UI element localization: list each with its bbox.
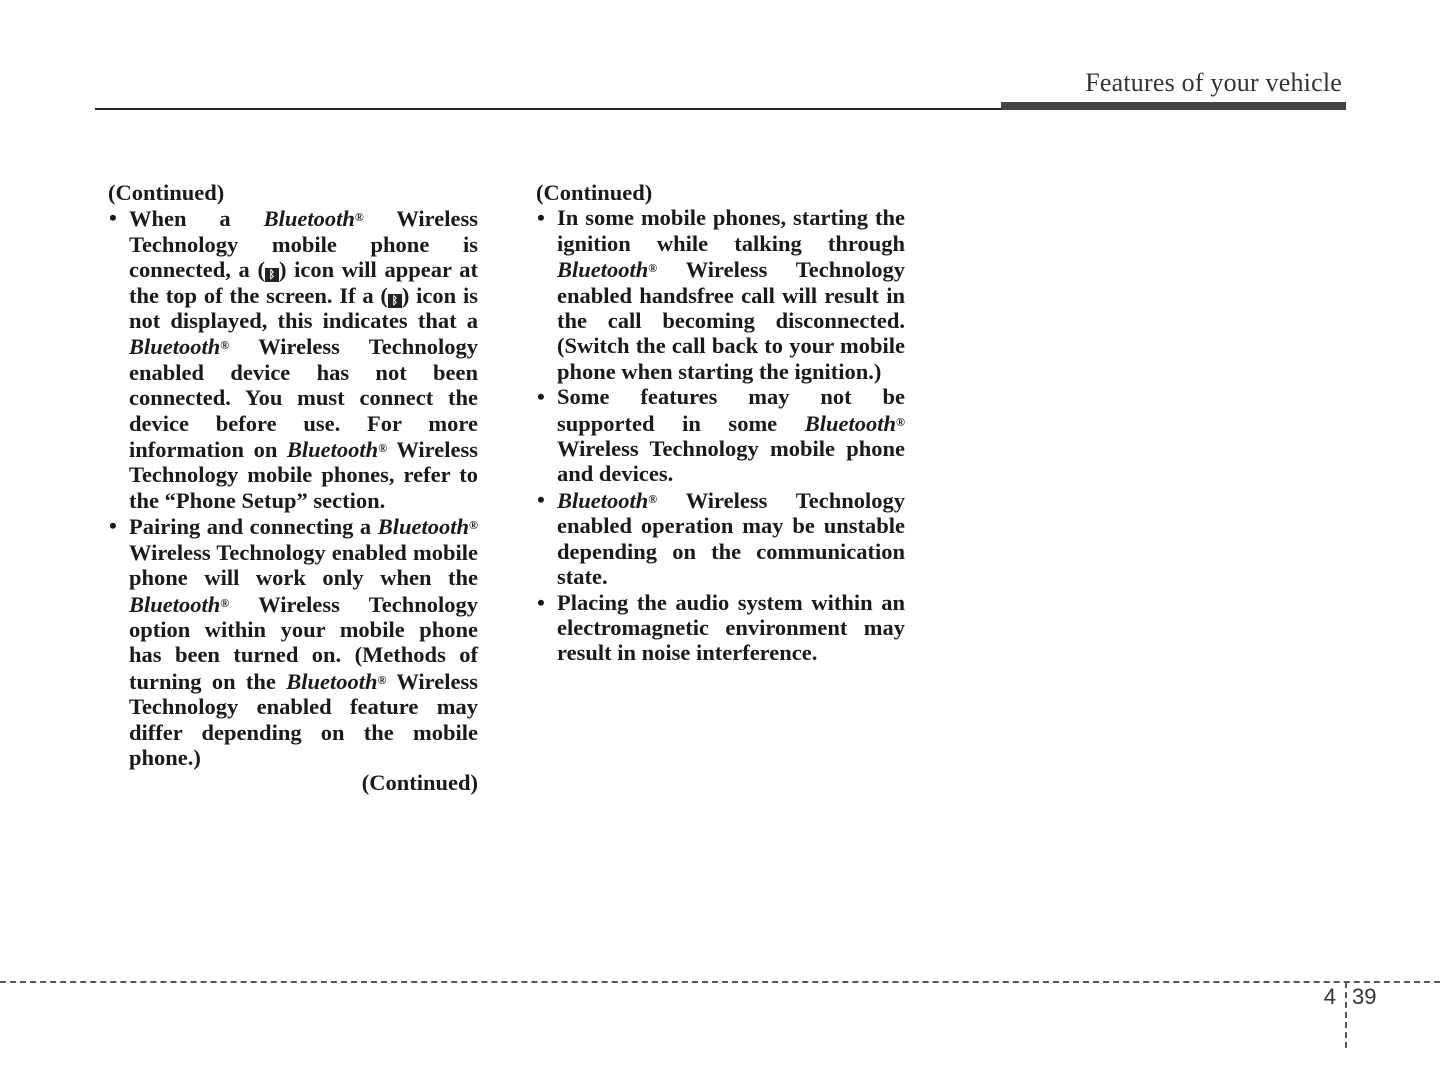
list-item: • When a Bluetooth® Wireless Technology mobile phone is connected, a ( ᛒ ) icon will appear at the top of the screen. If a ( ᛒ ) icon is not displayed, this indicates that a Bluetooth® Wireless Technology enabled device has not been connected. You must connect the device before use. For more information on Bluetooth® Wireless Technology mobile phones, refer to the “Phone Setup” section. bbox=[108, 205, 478, 513]
list-item: • Bluetooth® Wireless Technology enabled operation may be unstable depending on the communication state. bbox=[536, 487, 905, 590]
continued-label-bottom: (Continued) bbox=[361, 770, 478, 796]
footer-page-separator bbox=[1345, 982, 1347, 1048]
right-column bbox=[536, 180, 905, 666]
footer-dashed-rule bbox=[0, 981, 1440, 983]
continued-label-top: (Continued) bbox=[536, 180, 653, 205]
header-accent-bar bbox=[1001, 102, 1346, 110]
list-item: • In some mobile phones, starting the ignition while talking through Bluetooth® Wireless Technology enabled handsfree call will result in the call becoming disconnected. (Switch the call back to your mobile phone when starting the ignition.) bbox=[536, 205, 905, 384]
left-column bbox=[108, 180, 478, 796]
right-bullet-list bbox=[536, 205, 905, 665]
list-item: • Pairing and connecting a Bluetooth® Wireless Technology enabled mobile phone will work only when the Bluetooth® Wireless Technology option within your mobile phone has been turned on. (Methods of turning on the Bluetooth® Wireless Technology enabled feature may differ depending on the mobile phone.) bbox=[108, 513, 478, 770]
page-header-title: Features of your vehicle bbox=[1085, 68, 1342, 97]
list-item: • Some features may not be supported in some Bluetooth® Wireless Technology mobile phone and devices. bbox=[536, 384, 905, 487]
chapter-number: 4 bbox=[1323, 984, 1336, 1009]
bluetooth-icon: ᛒ bbox=[265, 268, 279, 282]
page-number: 39 bbox=[1352, 984, 1377, 1009]
left-bullet-list bbox=[108, 205, 478, 770]
continued-label-top: (Continued) bbox=[108, 180, 225, 205]
list-item: • Placing the audio system within an electromagnetic environment may result in noise interference. bbox=[536, 590, 905, 666]
bluetooth-icon: ᛒ bbox=[388, 294, 402, 308]
